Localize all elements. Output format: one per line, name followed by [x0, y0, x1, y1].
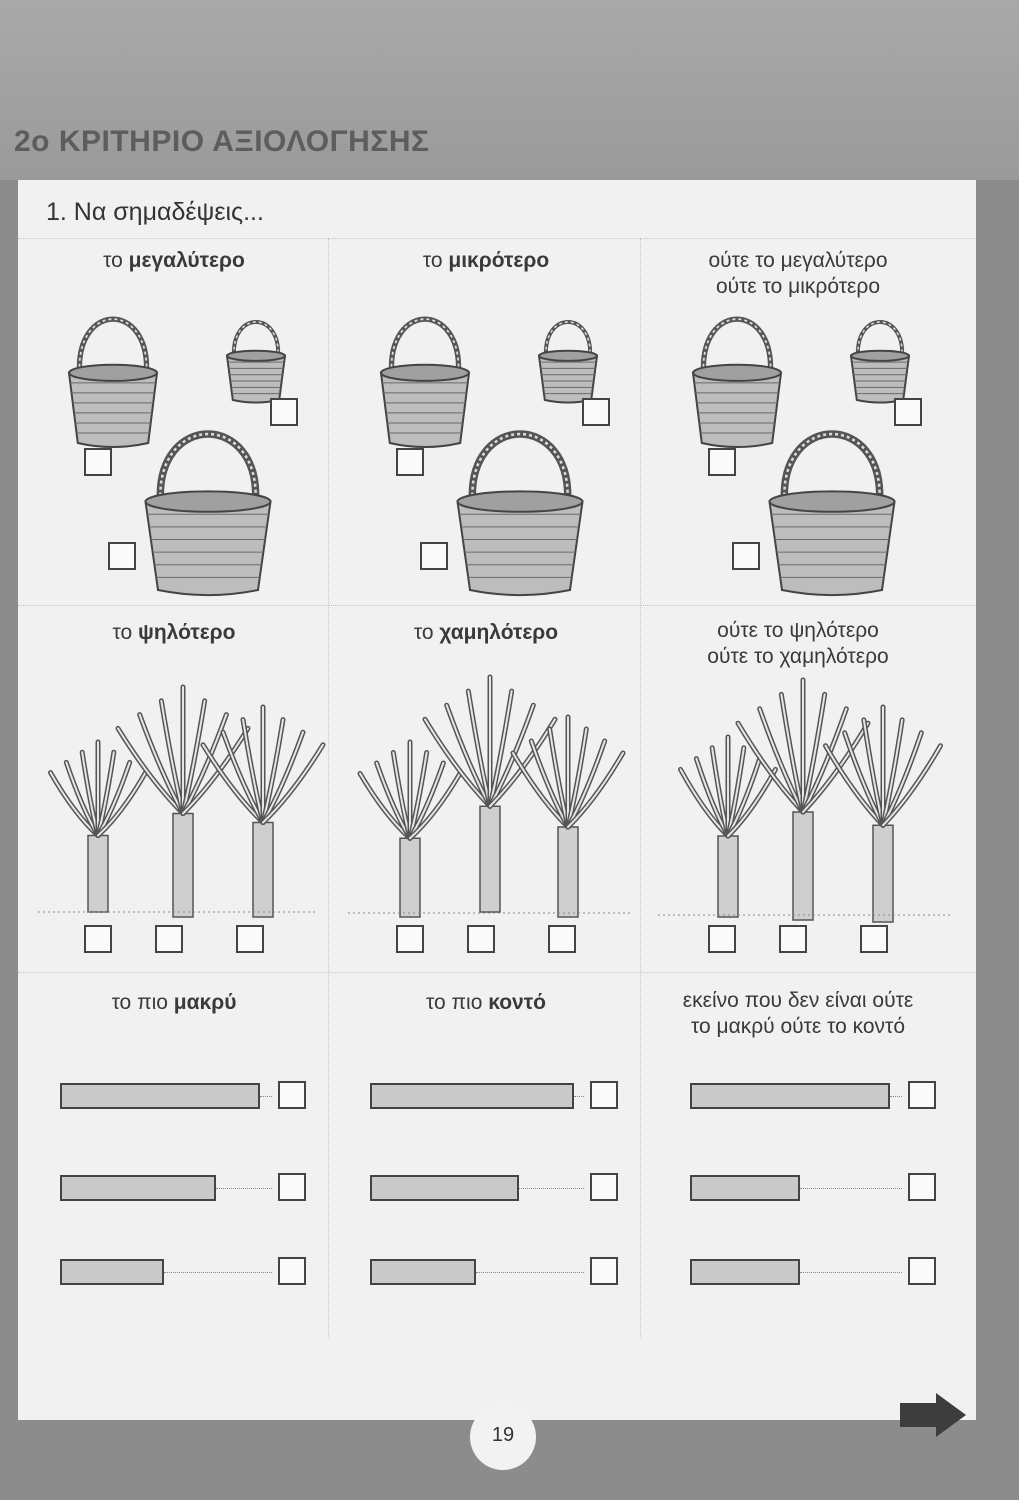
checkbox-tree-short[interactable] — [708, 925, 736, 953]
checkbox-tree-medium[interactable] — [548, 925, 576, 953]
bar-long — [370, 1083, 574, 1109]
label-shortest-bar: το πιο κοντό — [426, 991, 546, 1014]
dotted-guide — [890, 1096, 902, 1097]
page-title: 2ο ΚΡΙΤΗΡΙΟ ΑΞΙΟΛΟΓΗΣΗΣ — [14, 125, 430, 158]
checkbox-tree-tall[interactable] — [779, 925, 807, 953]
checkbox-basket-small[interactable] — [270, 398, 298, 426]
checkbox-tree-medium[interactable] — [860, 925, 888, 953]
label-neither-tree: ούτε το ψηλότερο ούτε το χαμηλότερο — [707, 619, 889, 668]
bar-medium — [370, 1175, 519, 1201]
trees-illustration — [18, 180, 976, 972]
tree-short — [360, 742, 460, 917]
label-longest: το πιο μακρύ — [111, 991, 237, 1014]
label-biggest: το μεγαλύτερο — [103, 249, 245, 272]
bar-short — [690, 1259, 800, 1285]
checkbox-tree-short[interactable] — [84, 925, 112, 953]
checkbox-basket-large[interactable] — [420, 542, 448, 570]
bar-medium — [60, 1175, 216, 1201]
tree-medium — [513, 717, 623, 917]
checkbox-bar-long[interactable] — [908, 1081, 936, 1109]
bar-short — [60, 1259, 164, 1285]
checkbox-basket-small[interactable] — [582, 398, 610, 426]
dotted-guide — [216, 1188, 272, 1189]
tree-medium — [826, 707, 941, 922]
tree-short — [681, 737, 776, 917]
bar-short — [370, 1259, 476, 1285]
tree-tall — [118, 687, 248, 917]
bar-long — [60, 1083, 260, 1109]
checkbox-bar-short[interactable] — [590, 1257, 618, 1285]
checkbox-basket-small[interactable] — [894, 398, 922, 426]
dotted-guide — [476, 1272, 584, 1273]
checkbox-basket-medium[interactable] — [396, 448, 424, 476]
row-divider — [18, 972, 976, 973]
checkbox-basket-medium[interactable] — [84, 448, 112, 476]
checkbox-tree-tall[interactable] — [467, 925, 495, 953]
checkbox-bar-long[interactable] — [278, 1081, 306, 1109]
checkbox-tree-medium[interactable] — [236, 925, 264, 953]
label-tallest: το ψηλότερο — [112, 621, 236, 644]
checkbox-bar-short[interactable] — [908, 1257, 936, 1285]
dotted-guide — [800, 1188, 902, 1189]
label-smallest: το μικρότερο — [422, 249, 550, 272]
tree-medium — [203, 707, 323, 917]
dotted-guide — [800, 1272, 902, 1273]
next-page-arrow-icon[interactable] — [900, 1393, 966, 1437]
label-shortest-tree: το χαμηλότερο — [413, 621, 559, 644]
checkbox-bar-medium[interactable] — [278, 1173, 306, 1201]
instruction-text: 1. Να σημαδέψεις... — [46, 198, 264, 226]
checkbox-tree-tall[interactable] — [155, 925, 183, 953]
dotted-guide — [164, 1272, 272, 1273]
bar-medium — [690, 1175, 800, 1201]
checkbox-bar-short[interactable] — [278, 1257, 306, 1285]
worksheet-card — [18, 180, 976, 1420]
page-number: 19 — [491, 1424, 515, 1446]
dotted-guide — [260, 1096, 272, 1097]
dotted-guide — [519, 1188, 584, 1189]
label-neither-basket: ούτε το μεγαλύτερο ούτε το μικρότερο — [708, 249, 888, 298]
checkbox-tree-short[interactable] — [396, 925, 424, 953]
checkbox-bar-long[interactable] — [590, 1081, 618, 1109]
dotted-guide — [574, 1096, 584, 1097]
checkbox-basket-medium[interactable] — [708, 448, 736, 476]
bar-long — [690, 1083, 890, 1109]
checkbox-bar-medium[interactable] — [590, 1173, 618, 1201]
checkbox-basket-large[interactable] — [108, 542, 136, 570]
checkbox-basket-large[interactable] — [732, 542, 760, 570]
label-neither-bar: εκείνο που δεν είναι ούτε το μακρύ ούτε το κοντό — [682, 989, 914, 1038]
checkbox-bar-medium[interactable] — [908, 1173, 936, 1201]
tree-short — [51, 742, 146, 912]
